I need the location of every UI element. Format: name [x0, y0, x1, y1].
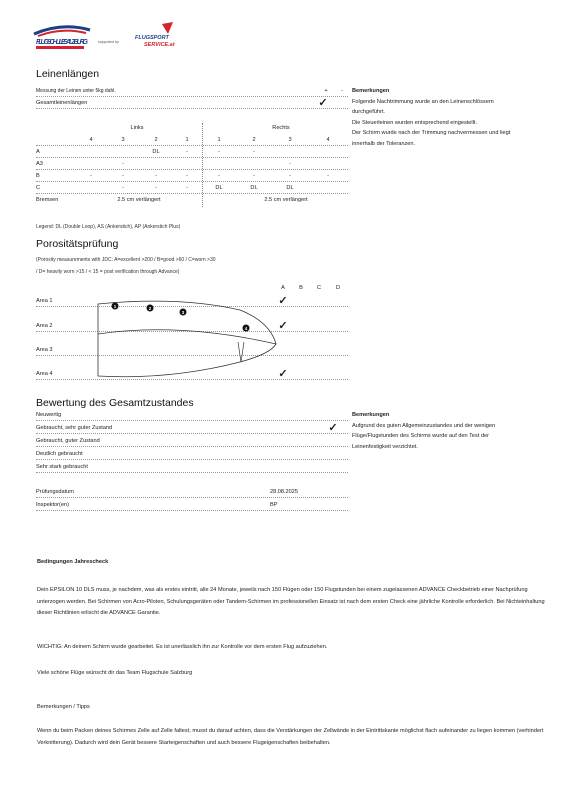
- bewertung-remarks: [352, 410, 552, 452]
- condition-label: Gebraucht, sehr guter Zustand: [36, 425, 113, 431]
- condition-check: ✓: [328, 422, 338, 434]
- table-cell: -: [155, 173, 157, 179]
- table-cell: DL: [286, 185, 294, 191]
- table-row: [36, 171, 348, 182]
- col-num: 4: [326, 137, 330, 143]
- condition-row: [36, 462, 348, 473]
- marker-label: 4: [244, 325, 248, 331]
- area-label: Area 3: [36, 347, 53, 353]
- table-cell: -: [289, 161, 291, 167]
- gesamt-label: Gesamtleinenlängen: [36, 100, 88, 106]
- leinen-legend: Legend: DL (Double Loop), AS (Ankerstich), AP (Ankerstich Plus): [36, 224, 181, 230]
- bewertung-remarks-title: Bemerkungen: [352, 412, 390, 418]
- datum-label: Prüfungsdatum: [36, 489, 74, 495]
- area-check: ✓: [278, 320, 288, 332]
- partner-text-2: SERVICE.at: [144, 42, 175, 48]
- col-num: 2: [252, 137, 256, 143]
- table-cell: DL: [215, 185, 223, 191]
- table-cell: -: [253, 149, 255, 155]
- grade-label: A: [281, 285, 285, 291]
- leinen-remarks-title: Bemerkungen: [352, 88, 390, 94]
- table-cell: -: [327, 173, 329, 179]
- links-header: Links: [130, 125, 144, 131]
- condition-label: Neuwertig: [36, 412, 62, 418]
- condition-row: [36, 436, 348, 447]
- tips-paragraph: Wenn du beim Packen deines Schirmes Zelle auf Zelle faltest, musst du darauf achten, dass die Verstärkungen der Zellwände in der Eintrittskante möglichst flach aufeinander zu liegen kommen (verhindert Verknitterung). Dadurch wird dein Gerät bessere Starteigenschaften und auch bessere Flugeigenschaften beibehalten.: [37, 728, 544, 746]
- table-cell: -: [155, 185, 157, 191]
- col-num: 1: [217, 137, 221, 143]
- poros-title: Porositätsprüfung: [36, 238, 119, 250]
- table-cell: -: [253, 173, 255, 179]
- remark-line: Folgende Nachtrimmung wurde an den Leinenschlössern: [352, 98, 494, 105]
- remark-line: durchgeführt.: [352, 109, 385, 115]
- bremsen-right: 2.5 cm verlängert: [264, 197, 308, 203]
- remark-line: Der Schirm wurde nach der Trimmung nachvermessen und liegt: [352, 130, 511, 136]
- table-row: [36, 159, 348, 170]
- condition-label: Sehr stark gebraucht: [36, 464, 88, 470]
- table-cell: -: [186, 149, 188, 155]
- marker-label: 2: [148, 305, 152, 311]
- datum-row: [36, 487, 348, 498]
- supported-by-text: supported by: [98, 40, 119, 44]
- bedingungen-paragraph-3: Viele schöne Flüge wünscht dir das Team Flugschule Salzburg: [37, 670, 193, 676]
- bremsen-row: [36, 195, 348, 205]
- row-label: A: [36, 149, 40, 155]
- datum-value: 28.08.2025: [270, 489, 298, 495]
- area-check: ✓: [278, 368, 288, 380]
- bedingungen-paragraph-2: WICHTIG: An deinem Schirm wurde gearbeitet. Es ist unerlässlich ihn zur Kontrolle vor dem ersten Flug aufzuziehen.: [37, 644, 328, 650]
- table-cell: -: [122, 173, 124, 179]
- table-cell: -: [289, 173, 291, 179]
- marker-label: 1: [113, 303, 117, 309]
- brand-text: FLUGSCHULE SALZBURG: [36, 39, 88, 46]
- marker-label: 3: [181, 309, 185, 315]
- row-label: C: [36, 185, 41, 191]
- bedingungen-title: Bedingungen Jahrescheck: [37, 559, 109, 565]
- area-label: Area 2: [36, 323, 53, 329]
- minus-label: -: [341, 88, 343, 94]
- inspektor-row: [36, 500, 348, 511]
- table-cell: -: [186, 173, 188, 179]
- poros-note-2: / D= heavily worn >15 / < 15 = post verification through Advance): [36, 269, 180, 275]
- table-cell: DL: [152, 149, 160, 155]
- condition-row: [36, 410, 348, 421]
- grade-label: D: [335, 285, 341, 291]
- remark-line: Aufgrund des guten Allgemeinzustandes und der wenigen: [352, 422, 496, 429]
- bedingungen-paragraph-1: Dein EPSILON 10 DLS muss, je nachdem, was als erstes eintritt, alle 24 Monate, jeweils nach 150 Flügen oder 150 Flugstunden bei einem zugelassenen ADVANCE Checkbetrieb einer Nachprüfung unterzogen werden. Bei Schirmen von Acro-Piloten, Schulungsgeräten oder Tandem-Schirmen im professionellen Einsatz ist nach dem ersten Check eine jährliche Kontrolle erforderlich. Bei Nichteinhaltung dieser Richtlinien erlischt die ADVANCE Garantie.: [37, 587, 545, 616]
- table-cell: -: [186, 185, 188, 191]
- table-divider: [202, 123, 203, 207]
- poros-note-1: (Porosity measurements with JDC: A=excellent >200 / B=good >60 / C=worn >30: [36, 257, 216, 263]
- grade-label: B: [299, 285, 303, 291]
- col-num: 2: [154, 137, 158, 143]
- wing-notch: [238, 342, 244, 362]
- condition-row: [36, 423, 348, 434]
- row-label: A3: [36, 161, 43, 167]
- wing-diagram: [90, 292, 290, 388]
- flugschule-logo: [32, 20, 192, 52]
- plus-label: +: [324, 88, 328, 94]
- area-check: ✓: [278, 295, 288, 307]
- area-label: Area 4: [36, 371, 53, 377]
- col-num: 3: [288, 137, 292, 143]
- remark-line: innerhalb der Toleranzen.: [352, 140, 416, 147]
- bremsen-label: Bremsen: [36, 197, 59, 203]
- table-cell: DL: [250, 185, 258, 191]
- remark-line: Die Steuerleinen wurden entsprechend eingestellt.: [352, 119, 478, 126]
- table-row: [36, 183, 348, 194]
- inspektor-label: Inspektor(en): [36, 502, 69, 508]
- gesamt-row: [36, 98, 348, 109]
- row-label: B: [36, 173, 40, 179]
- col-num: 3: [121, 137, 125, 143]
- bremsen-left: 2.5 cm verlängert: [117, 197, 161, 203]
- partner-text-1: FLUGSPORT: [135, 35, 169, 41]
- table-cell: -: [122, 161, 124, 167]
- area-label: Area 1: [36, 298, 53, 304]
- bewertung-title: Bewertung des Gesamtzustandes: [36, 397, 194, 409]
- messung-label: Messung der Leinen unter 5kg dahl.: [36, 88, 116, 94]
- leinen-title: Leinenlängen: [36, 68, 100, 80]
- wing-center-line: [98, 330, 276, 344]
- grade-label: C: [316, 285, 322, 291]
- messung-row: [36, 86, 348, 97]
- remark-line: Flüge/Flugstunden des Schirms wurde auf den Test der: [352, 433, 490, 439]
- wing-outline: [98, 301, 276, 377]
- table-cell: -: [218, 173, 220, 179]
- gesamt-check: ✓: [318, 97, 328, 109]
- logo-area: [32, 20, 192, 50]
- inspektor-value: BP: [270, 502, 278, 508]
- condition-row: [36, 449, 348, 460]
- side-header-row: [36, 123, 348, 133]
- leinen-remarks: [352, 86, 552, 149]
- tips-title: Bemerkungen / Tipps: [37, 704, 90, 710]
- remark-line: Leinenfestigkeit verzichtet.: [352, 443, 418, 450]
- table-row: [36, 147, 348, 158]
- table-cell: -: [218, 149, 220, 155]
- rechts-header: Rechts: [272, 125, 290, 131]
- condition-label: Gebraucht, guter Zustand: [36, 438, 100, 444]
- col-num: 4: [89, 137, 93, 143]
- table-cell: -: [90, 173, 92, 179]
- condition-label: Deutlich gebraucht: [36, 451, 83, 457]
- col-num-row: [36, 135, 348, 146]
- col-num: 1: [185, 137, 189, 143]
- table-cell: -: [122, 185, 124, 191]
